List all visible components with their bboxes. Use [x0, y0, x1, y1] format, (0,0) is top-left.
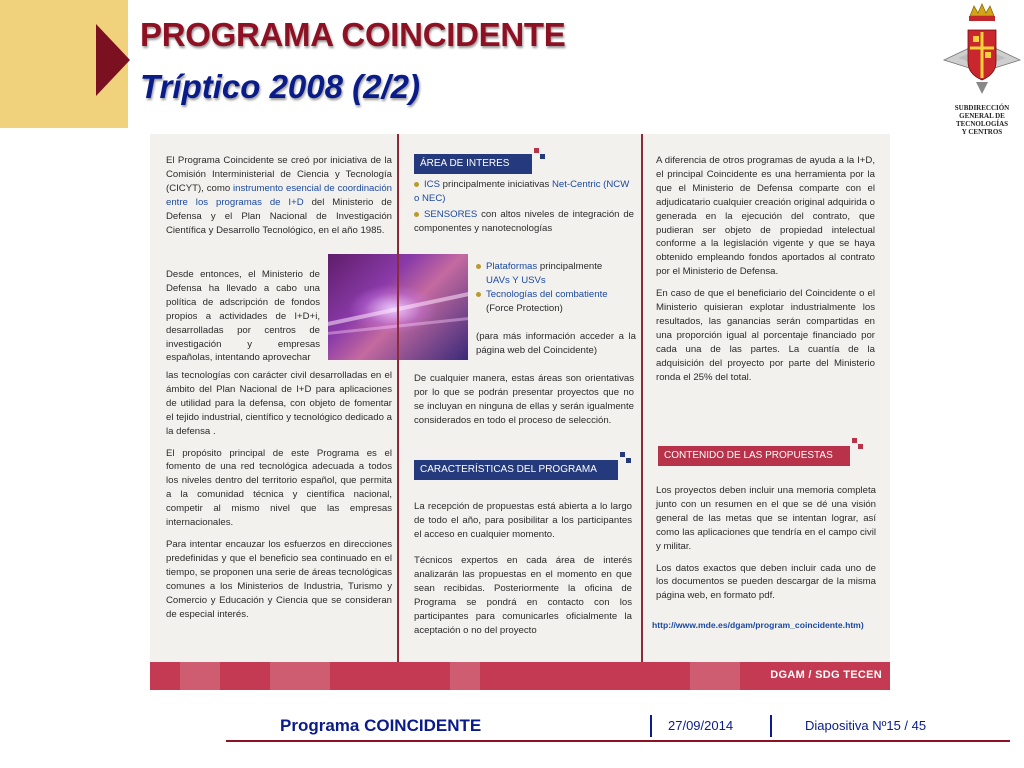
brochure-column-2: [400, 134, 642, 662]
paragraph-efforts: Para intentar encauzar los esfuerzos en direcciones predefinidas y que el beneficio sea continuado en el tiempo, se proponen una serie de áreas tecnológicas comunes a los Ministerios de Industria, Turismo y Comercio y Educación y Ciencia que se consideran de especial interés.: [166, 538, 392, 620]
footer-rule: [226, 740, 1010, 742]
decor-square: [534, 148, 539, 153]
brochure-image: [150, 134, 890, 690]
decor-square: [540, 154, 545, 159]
paragraph-projects: Los proyectos deben incluir una memoria completa junto con un resumen en el que se dé una visión general de las metas que se intentan lograr, así como las aplicaciones que tendría en el campo civil y militar.: [656, 485, 876, 552]
crown-icon: [969, 4, 995, 21]
decor-square: [852, 438, 857, 443]
bullet-ics: ICS principalmente iniciativas Net-Centric (NCW o NEC): [414, 179, 630, 204]
footer-separator: [650, 715, 652, 737]
paragraph-orientative: De cualquier manera, estas áreas son orientativas por lo que se podrán presentar proyectos que no se incluyan en ninguna de ellas y serán igualmente considerados en todo el proceso de selección.: [414, 373, 634, 426]
program-url: http://www.mde.es/dgam/program_coincidente.htm): [652, 620, 864, 630]
paragraph-purpose: El propósito principal de este Programa es el fomento de una red tecnológica adecuada a todos los niveles dentro del territorio español, que permita a la comunidad técnica y científica nacional, competir al mismo nivel que las empresas internacionales.: [166, 447, 392, 529]
paragraph-reception: La recepción de propuestas está abierta a lo largo de todo el año, para posibilitar a los participantes el acceso en cualquier momento.: [414, 501, 632, 540]
brochure-column-3-lower: [656, 484, 876, 611]
bullet-sensores: SENSORES con altos niveles de integración de componentes y nanotecnologías: [414, 209, 634, 234]
brochure-footer-label: DGAM / SDG TECEN: [770, 669, 882, 681]
footer-date: 27/09/2014: [668, 718, 734, 733]
paragraph-experts: Técnicos expertos en cada área de interés analizarán las propuestas en el momento en que sean recibidas. Posteriormente la oficina de Programa se pondrá en contacto con los participantes para comunicarles oficialmente la aceptación o no del proyecto: [414, 555, 632, 636]
paragraph-case: En caso de que el beneficiario del Coincidente o el Ministerio quisieran explotar industrialmente los resultados, las ganancias serán compartidas en una proporción igual al porcentaje financiado por cada una de las partes. La cuantía de la adquisición del proyecto por parte del Ministerio ronda el 25% del total.: [656, 288, 875, 383]
bullet-combatiente: Tecnologías del combatiente (Force Protection): [476, 288, 640, 316]
slide-title: PROGRAMA COINCIDENTE: [140, 16, 566, 53]
column-divider: [397, 134, 399, 662]
section-heading-areas: ÁREA DE INTERES: [414, 154, 532, 174]
section-heading-content: CONTENIDO DE LAS PROPUESTAS: [658, 446, 850, 466]
footer-separator: [770, 715, 772, 737]
coat-of-arms-icon: [940, 2, 1024, 102]
brochure-footer-band: [150, 662, 890, 690]
band-decor: [270, 662, 330, 690]
footer-title: Programa COINCIDENTE: [280, 716, 482, 735]
paragraph-origin: El Programa Coincidente se creó por iniciativa de la Comisión Interministerial de Ciencia y Tecnología (CICYT), como instrumento esencial de coordinación entre los programas de I+D del Ministerio de Defensa y el Plan Nacional de Investigación Científica y Desarrollo Tecnológico, en el año 1985.: [166, 155, 392, 236]
decor-square: [626, 458, 631, 463]
organization-label: SUBDIRECCIÓN GENERAL DE TECNOLOGÍAS Y CENTROS: [954, 104, 1010, 136]
band-decor: [180, 662, 220, 690]
section-heading-features: CARACTERÍSTICAS DEL PROGRAMA: [414, 460, 618, 480]
more-info-text: (para más información acceder a la página web del Coincidente): [476, 331, 636, 356]
slide-number: Diapositiva Nº15 / 45: [805, 718, 927, 733]
band-decor: [690, 662, 740, 690]
slide-subtitle: Tríptico 2008 (2/2): [140, 68, 421, 105]
paragraph-technologies: las tecnologías con carácter civil desarrolladas en el ámbito del Plan Nacional de I+D para aplicaciones de utilidad para la defensa, con objeto de fomentar el tejido industrial, científico y tecnológico dedicado a la defensa .: [166, 370, 392, 437]
paragraph-difference: A diferencia de otros programas de ayuda a la I+D, el principal Coincidente es una herramienta por la que el Ministerio de Defensa comparte con el adjudicatario cualquier creación original adquirida o generada en la ejecución del contrato, que pudieran ser objeto de propiedad intelectual conforme a la legislación vigente y que se haya obtenido empleando fondos aportados al contrato por el Ministerio de Defensa.: [656, 155, 875, 278]
bullet-plataformas: Plataformas principalmente UAVs Y USVs: [476, 260, 640, 288]
arrow-marker-icon: [96, 24, 130, 96]
brochure-column-1-lower: [166, 369, 392, 629]
band-decor: [450, 662, 480, 690]
decor-square: [620, 452, 625, 457]
paragraph-since: Desde entonces, el Ministerio de Defensa ha llevado a cabo una política de adscripción de fondos propios a actividades de I+D+i, desarrolladas por centros de investigación y empresas españolas, intentando aprovechar: [166, 269, 320, 364]
paragraph-data: Los datos exactos que deben incluir cada uno de los documentos se pueden descargar de la misma página web, en formato pdf.: [656, 562, 876, 602]
decor-square: [858, 444, 863, 449]
